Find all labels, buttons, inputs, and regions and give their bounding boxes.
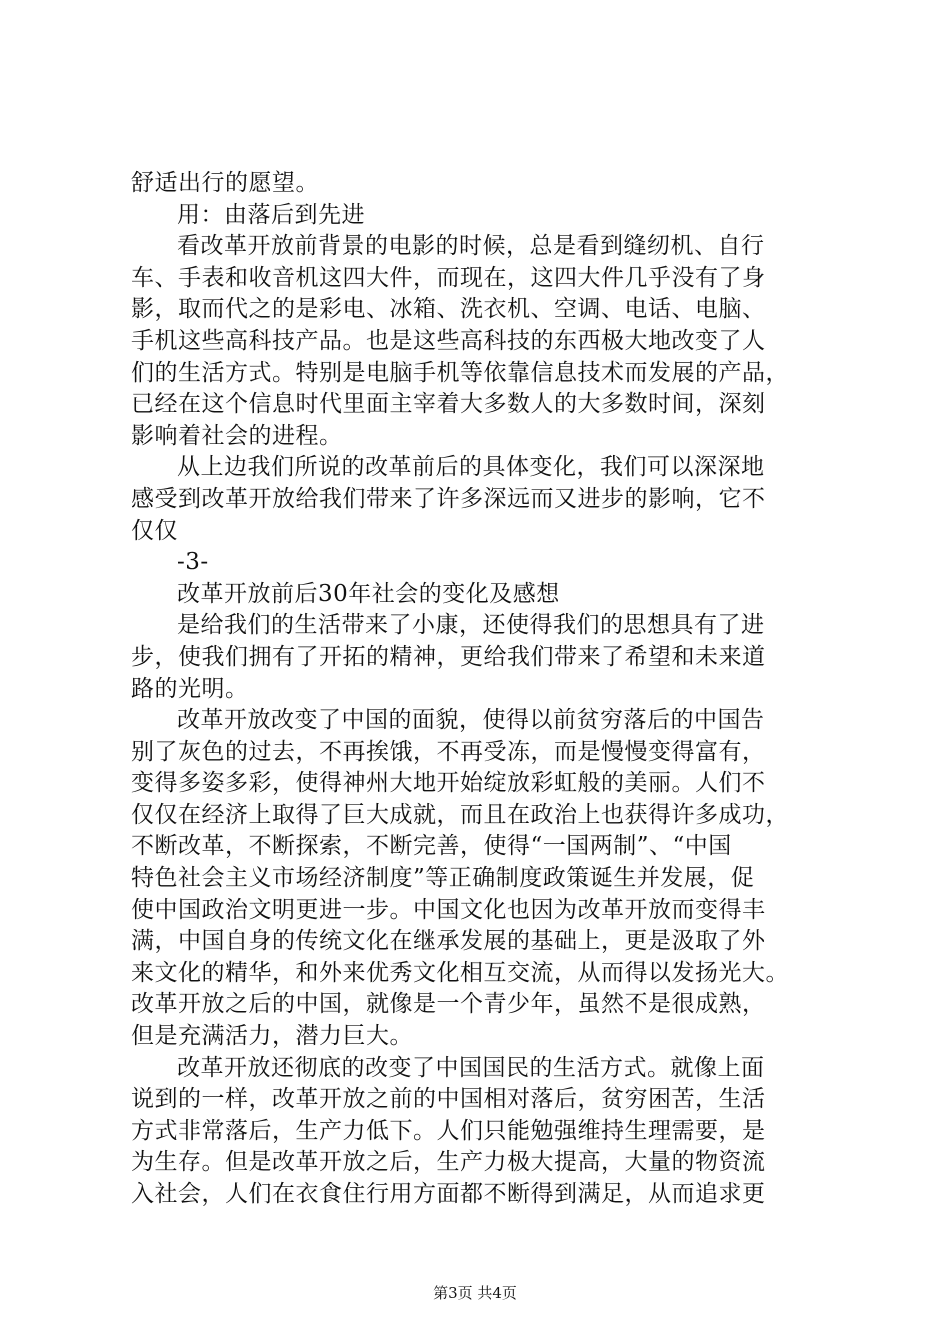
text-line: 方式非常落后，生产力低下。人们只能勉强维持生理需要，是 bbox=[131, 1117, 766, 1144]
text-line: 特色社会主义市场经济制度”等正确制度政策诞生并发展，促 bbox=[131, 865, 755, 892]
text-line: 路的光明。 bbox=[131, 675, 249, 702]
text-line: 看改革开放前背景的电影的时候，总是看到缝纫机、自行 bbox=[177, 233, 765, 260]
text-line: 不断改革，不断探索，不断完善，使得“一国两制”、“中国 bbox=[131, 833, 732, 860]
text-line: 从上边我们所说的改革前后的具体变化，我们可以深深地 bbox=[177, 454, 765, 481]
text-line: 改革开放还彻底的改变了中国国民的生活方式。就像上面 bbox=[177, 1054, 765, 1081]
text-line: 变得多姿多彩，使得神州大地开始绽放彩虹般的美丽。人们不 bbox=[131, 770, 766, 797]
text-line: 是给我们的生活带来了小康，还使得我们的思想具有了进 bbox=[177, 612, 765, 639]
text-line: 感受到改革开放给我们带来了许多深远而又进步的影响，它不 bbox=[131, 485, 766, 512]
text-line: 改革开放之后的中国，就像是一个青少年，虽然不是很成熟， bbox=[131, 991, 766, 1018]
text-line: 车、手表和收音机这四大件，而现在，这四大件几乎没有了身 bbox=[131, 264, 766, 291]
text-line: 说到的一样，改革开放之前的中国相对落后，贫穷困苦，生活 bbox=[131, 1086, 766, 1113]
text-line: 使中国政治文明更进一步。中国文化也因为改革开放而变得丰 bbox=[131, 896, 766, 923]
text-line: 步，使我们拥有了开拓的精神，更给我们带来了希望和未来道 bbox=[131, 643, 766, 670]
text-line: 用：由落后到先进 bbox=[177, 201, 365, 228]
text-line: 改革开放前后30年社会的变化及感想 bbox=[177, 580, 560, 607]
text-line: 来文化的精华，和外来优秀文化相互交流，从而得以发扬光大。 bbox=[131, 959, 789, 986]
text-line: 改革开放改变了中国的面貌，使得以前贫穷落后的中国告 bbox=[177, 707, 765, 734]
text-line: 舒适出行的愿望。 bbox=[131, 170, 319, 196]
page-footer: 第3页 共4页 bbox=[433, 1284, 517, 1302]
text-line: 仅仅在经济上取得了巨大成就，而且在政治上也获得许多成功， bbox=[131, 801, 789, 828]
text-line: 仅仅 bbox=[131, 517, 178, 544]
text-line: 影响着社会的进程。 bbox=[131, 422, 343, 449]
text-line: -3- bbox=[177, 549, 209, 576]
text-line: 别了灰色的过去，不再挨饿，不再受冻，而是慢慢变得富有， bbox=[131, 738, 766, 765]
text-line: 入社会，人们在衣食住行用方面都不断得到满足，从而追求更 bbox=[131, 1181, 766, 1207]
text-line: 满，中国自身的传统文化在继承发展的基础上，更是汲取了外 bbox=[131, 928, 766, 955]
text-line: 影，取而代之的是彩电、冰箱、洗衣机、空调、电话、电脑、 bbox=[131, 296, 766, 323]
text-line: 们的生活方式。特别是电脑手机等依靠信息技术而发展的产品， bbox=[131, 359, 789, 386]
text-line: 手机这些高科技产品。也是这些高科技的东西极大地改变了人 bbox=[131, 327, 766, 354]
text-line: 为生存。但是改革开放之后，生产力极大提高，大量的物资流 bbox=[131, 1149, 766, 1176]
text-line: 已经在这个信息时代里面主宰着大多数人的大多数时间，深刻 bbox=[131, 391, 766, 418]
text-line: 但是充满活力，潜力巨大。 bbox=[131, 1023, 413, 1050]
document-body bbox=[131, 168, 831, 1211]
